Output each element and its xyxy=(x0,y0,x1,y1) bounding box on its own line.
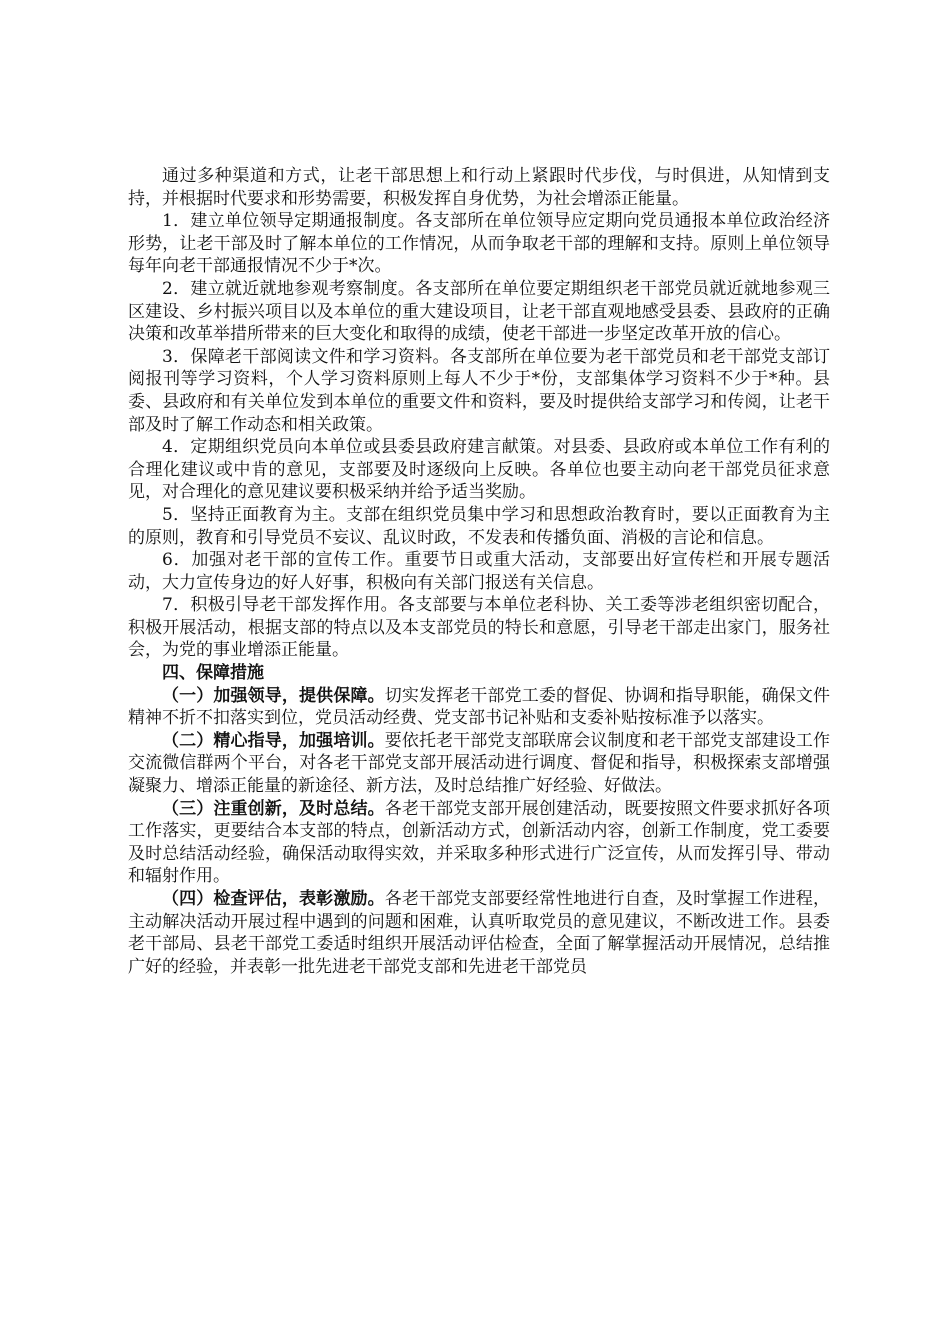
measure-title-4: （四）检查评估，表彰激励。 xyxy=(162,889,385,909)
item-paragraph-6: 6．加强对老干部的宣传工作。重要节日或重大活动，支部要出好宣传栏和开展专题活动，大力宣传身边的好人好事，积极向有关部门报送有关信息。 xyxy=(128,550,830,593)
measure-paragraph-3 xyxy=(128,798,830,888)
measure-body-1: 切实发挥老干部党工委的督促、协调和指导职能，确保文件精神不折不扣落实到位，党员活动经费、党支部书记补贴和支委补贴按标准予以落实。 xyxy=(128,685,831,729)
measure-body-2: 要依托老干部党支部联席会议制度和老干部党支部建设工作交流微信群两个平台，对各老干部党支部开展活动进行调度、督促和指导，积极探索支部增强凝聚力、增添正能量的新途径、新方法，及时总结推广好经验、好做法。 xyxy=(128,730,831,797)
measure-paragraph-2 xyxy=(128,730,830,798)
measure-paragraph-1 xyxy=(128,685,830,730)
measure-body-4: 各老干部党支部要经常性地进行自查，及时掌握工作进程，主动解决活动开展过程中遇到的问题和困难，认真听取党员的意见建议，不断改进工作。县委老干部局、县老干部党工委适时组织开展活动评估检查，全面了解掌握活动开展情况，总结推广好的经验，并表彰一批先进老干部党支部和先进老干部党员 xyxy=(128,889,831,977)
item-paragraph-5: 5．坚持正面教育为主。支部在组织党员集中学习和思想政治教育时，要以正面教育为主的原则，教育和引导党员不妄议、乱议时政，不发表和传播负面、消极的言论和信息。 xyxy=(128,504,830,548)
intro-paragraph: 通过多种渠道和方式，让老干部思想上和行动上紧跟时代步伐，与时俱进，从知情到支持，并根据时代要求和形势需要，积极发挥自身优势，为社会增添正能量。 xyxy=(128,166,830,209)
measure-body-3: 各老干部党支部开展创建活动，既要按照文件要求抓好各项工作落实，更要结合本支部的特点，创新活动方式，创新活动内容，创新工作制度，党工委要及时总结活动经验，确保活动取得实效，并采取多种形式进行广泛宣传，从而发挥引导、带动和辐射作用。 xyxy=(128,798,831,887)
measure-title-1: （一）加强领导，提供保障。 xyxy=(162,685,385,706)
item-paragraph-2: 2．建立就近就地参观考察制度。各支部所在单位要定期组织老干部党员就近就地参观三区建设、乡村振兴项目以及本单位的重大建设项目，让老干部直观地感受县委、县政府的正确决策和改革举措所带来的巨大变化和取得的成绩，使老干部进一步坚定改革开放的信心。 xyxy=(128,278,830,345)
measure-title-2: （二）精心指导，加强培训。 xyxy=(162,730,385,751)
measure-title-3: （三）注重创新，及时总结。 xyxy=(162,798,385,819)
section-heading: 四、保障措施 xyxy=(162,663,264,684)
measure-paragraph-4 xyxy=(128,888,830,978)
item-paragraph-1: 1．建立单位领导定期通报制度。各支部所在单位领导应定期向党员通报本单位政治经济形势，让老干部及时了解本单位的工作情况，从而争取老干部的理解和支持。原则上单位领导每年向老干部通报情况不少于*次。 xyxy=(128,211,830,277)
document-page xyxy=(128,165,830,978)
item-paragraph-7: 7．积极引导老干部发挥作用。各支部要与本单位老科协、关工委等涉老组织密切配合，积极开展活动，根据支部的特点以及本支部党员的特长和意愿，引导老干部走出家门，服务社会，为党的事业增添正能量。 xyxy=(128,595,830,661)
item-paragraph-3: 3．保障老干部阅读文件和学习资料。各支部所在单位要为老干部党员和老干部党支部订阅报刊等学习资料，个人学习资料原则上每人不少于*份，支部集体学习资料不少于*种。县委、县政府和有关单位发到本单位的重要文件和资料，要及时提供给支部学习和传阅，让老干部及时了解工作动态和相关政策。 xyxy=(128,346,830,435)
item-paragraph-4: 4．定期组织党员向本单位或县委县政府建言献策。对县委、县政府或本单位工作有利的合理化建议或中肯的意见，支部要及时逐级向上反映。各单位也要主动向老干部党员征求意见，对合理化的意见建议要积极采纳并给予适当奖励。 xyxy=(128,437,830,503)
